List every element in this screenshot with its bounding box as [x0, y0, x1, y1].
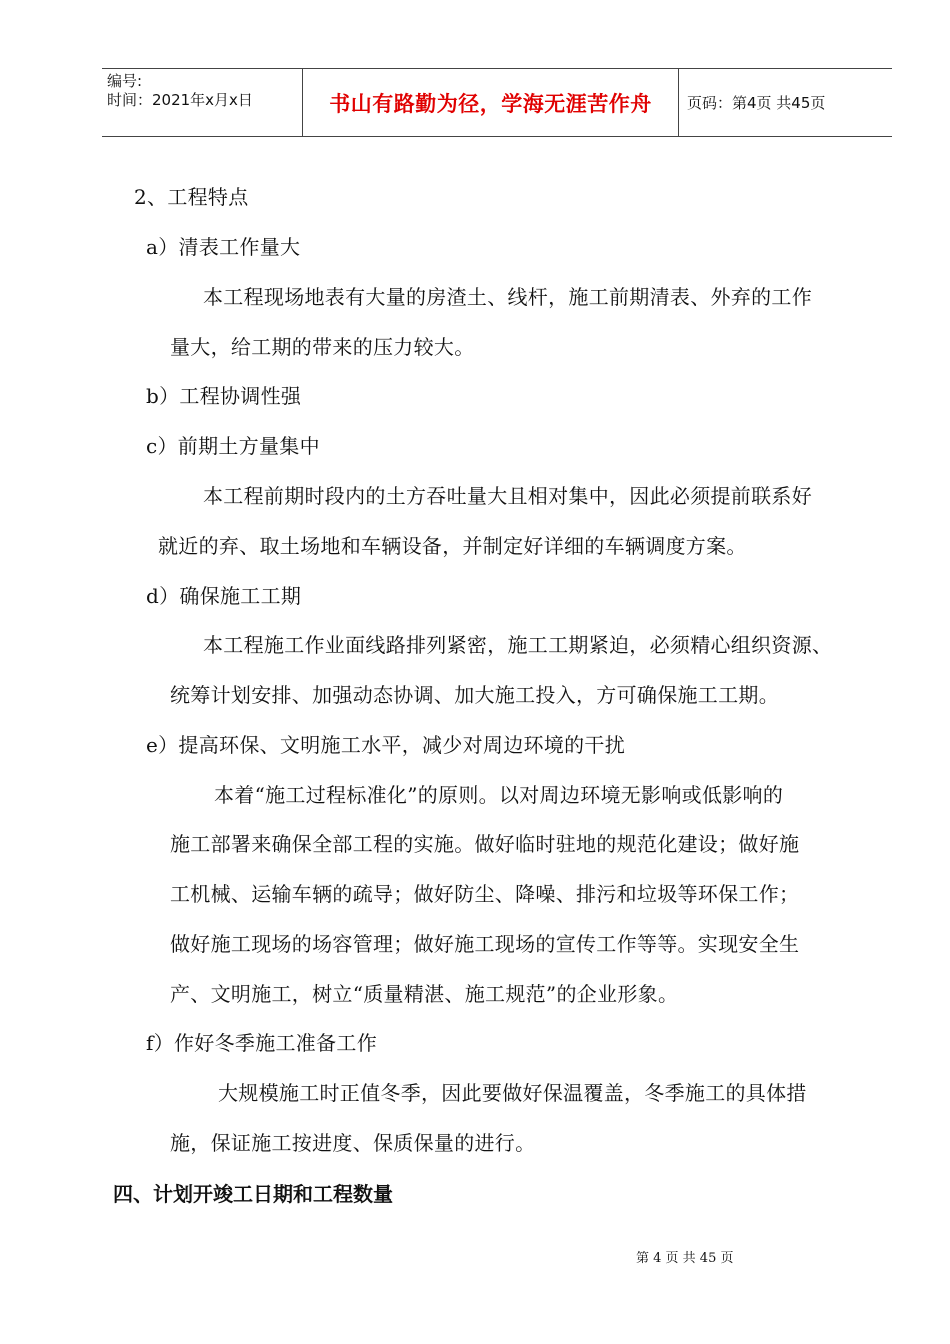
paragraph-line: 施，保证施工按进度、保质保量的进行。 — [170, 1131, 536, 1155]
paragraph-line: 大规模施工时正值冬季，因此要做好保温覆盖，冬季施工的具体措 — [218, 1081, 807, 1105]
list-item-heading: b）工程协调性强 — [146, 384, 302, 408]
paragraph-line: 产、文明施工，树立“质量精湛、施工规范”的企业形象。 — [170, 982, 679, 1006]
section-heading: 四、计划开竣工日期和工程数量 — [113, 1182, 393, 1206]
paragraph-line: 统筹计划安排、加强动态协调、加大施工投入，方可确保施工工期。 — [170, 683, 779, 707]
paragraph-line: 做好施工现场的场容管理；做好施工现场的宣传工作等等。实现安全生 — [170, 932, 800, 956]
list-item-heading: a）清表工作量大 — [146, 235, 301, 259]
paragraph-line: 施工部署来确保全部工程的实施。做好临时驻地的规范化建设；做好施 — [170, 832, 800, 856]
list-item-heading: e）提高环保、文明施工水平，减少对周边环境的干扰 — [146, 733, 626, 757]
page-header — [102, 68, 892, 137]
paragraph-line: 工机械、运输车辆的疏导；做好防尘、降噪、排污和垃圾等环保工作； — [170, 882, 800, 906]
paragraph-line: 就近的弃、取土场地和车辆设备，并制定好详细的车辆调度方案。 — [158, 534, 747, 558]
list-item-heading: c）前期土方量集中 — [146, 434, 320, 458]
list-item-heading: f）作好冬季施工准备工作 — [146, 1031, 378, 1055]
paragraph-line: 本工程前期时段内的土方吞吐量大且相对集中，因此必须提前联系好 — [203, 484, 812, 508]
header-meta — [102, 69, 302, 136]
paragraph-line: 量大，给工期的带来的压力较大。 — [170, 335, 475, 359]
slogan: 书山有路勤为径，学海无涯苦作舟 — [329, 91, 652, 116]
subsection-heading: 2、工程特点 — [134, 185, 249, 209]
code-label: 编号: — [107, 72, 143, 90]
header-page-info — [678, 69, 892, 136]
paragraph-line: 本工程现场地表有大量的房渣土、线杆，施工前期清表、外弃的工作 — [203, 285, 812, 309]
list-item-heading: d）确保施工工期 — [146, 584, 302, 608]
paragraph-line: 本着“施工过程标准化”的原则。以对周边环境无影响或低影响的 — [214, 783, 784, 807]
time-label: 时间：2021年x月x日 — [107, 91, 253, 109]
header-slogan-cell — [302, 69, 679, 136]
paragraph-line: 本工程施工作业面线路排列紧密，施工工期紧迫，必须精心组织资源、 — [203, 633, 833, 657]
page-footer: 第 4 页 共 45 页 — [636, 1251, 734, 1266]
page-info: 页码：第4页 共45页 — [687, 94, 826, 112]
